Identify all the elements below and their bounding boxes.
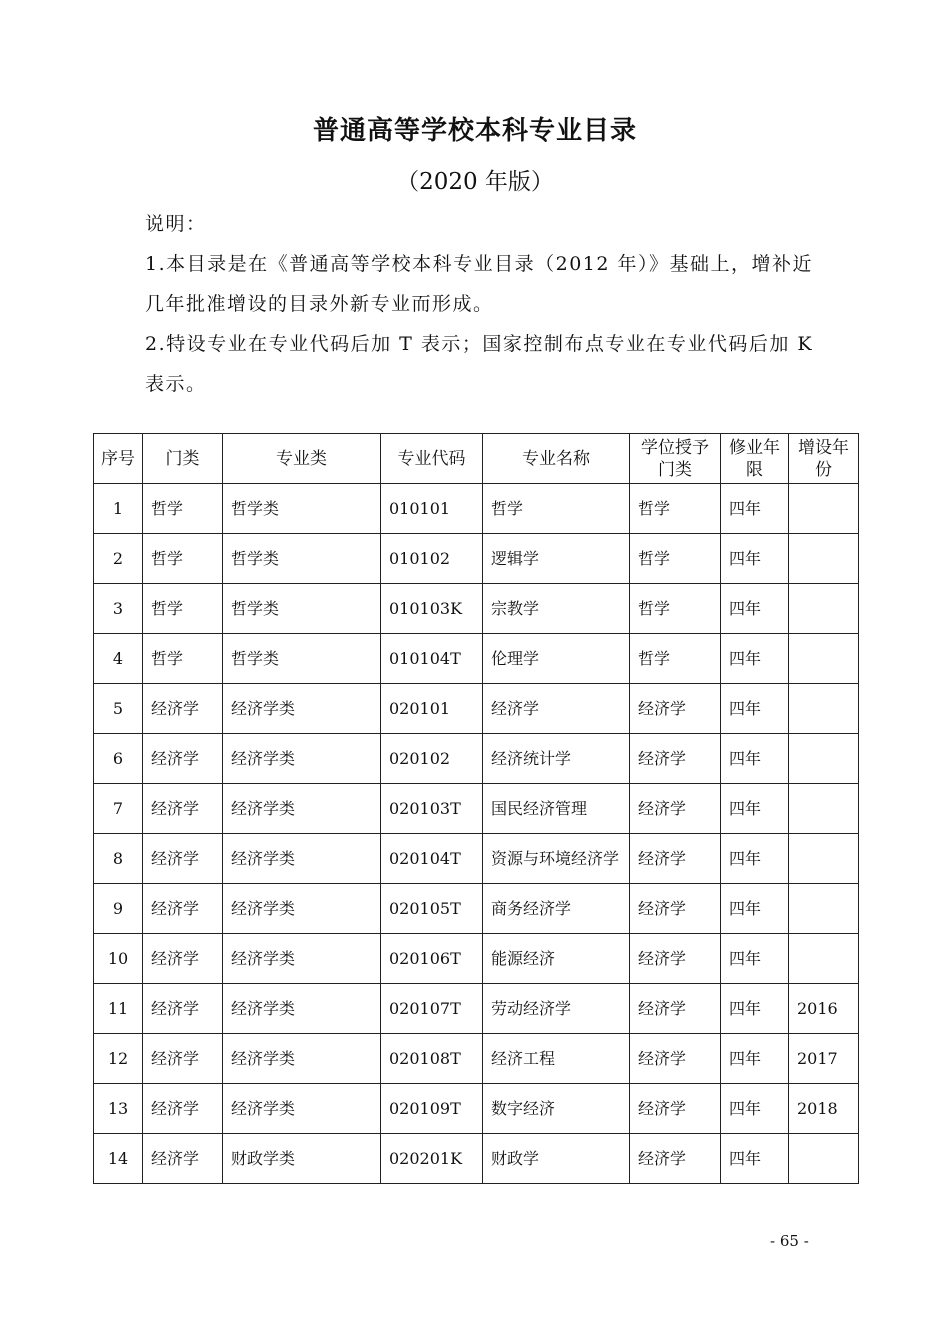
cell-index: 12: [94, 1034, 143, 1084]
major-catalog-table: [93, 433, 859, 1184]
cell-year-added: [789, 834, 859, 884]
cell-major-class: 经济学类: [223, 884, 381, 934]
cell-degree: 经济学: [630, 984, 721, 1034]
cell-major-name: 商务经济学: [483, 884, 630, 934]
table-row: [94, 934, 859, 984]
table-row: [94, 884, 859, 934]
cell-index: 14: [94, 1134, 143, 1184]
cell-major-class: 经济学类: [223, 834, 381, 884]
cell-duration: 四年: [721, 1134, 789, 1184]
cell-discipline: 经济学: [143, 884, 223, 934]
cell-index: 7: [94, 784, 143, 834]
cell-discipline: 经济学: [143, 1034, 223, 1084]
cell-major-code: 020108T: [381, 1034, 483, 1084]
cell-major-name: 经济学: [483, 684, 630, 734]
cell-index: 1: [94, 484, 143, 534]
note-item-2: 2.特设专业在专业代码后加 T 表示；国家控制布点专业在专业代码后加 K 表示。: [145, 333, 814, 395]
cell-discipline: 哲学: [143, 634, 223, 684]
cell-duration: 四年: [721, 834, 789, 884]
cell-index: 9: [94, 884, 143, 934]
cell-major-class: 经济学类: [223, 1034, 381, 1084]
cell-discipline: 经济学: [143, 734, 223, 784]
col-header-duration: 修业年限: [721, 434, 789, 484]
cell-major-name: 财政学: [483, 1134, 630, 1184]
cell-major-class: 哲学类: [223, 634, 381, 684]
table-row: [94, 1134, 859, 1184]
cell-major-code: 010101: [381, 484, 483, 534]
cell-discipline: 经济学: [143, 1084, 223, 1134]
cell-index: 13: [94, 1084, 143, 1134]
cell-major-name: 逻辑学: [483, 534, 630, 584]
cell-major-code: 020201K: [381, 1134, 483, 1184]
notes-section: [145, 204, 815, 404]
cell-major-class: 经济学类: [223, 684, 381, 734]
cell-major-code: 010104T: [381, 634, 483, 684]
cell-duration: 四年: [721, 1084, 789, 1134]
cell-major-name: 国民经济管理: [483, 784, 630, 834]
table-body: [94, 484, 859, 1184]
cell-major-code: 010103K: [381, 584, 483, 634]
cell-discipline: 经济学: [143, 1134, 223, 1184]
cell-year-added: [789, 634, 859, 684]
cell-duration: 四年: [721, 684, 789, 734]
cell-degree: 经济学: [630, 784, 721, 834]
cell-major-name: 哲学: [483, 484, 630, 534]
cell-discipline: 经济学: [143, 684, 223, 734]
cell-duration: 四年: [721, 934, 789, 984]
table-row: [94, 1084, 859, 1134]
col-header-major-code: 专业代码: [381, 434, 483, 484]
cell-major-code: 020102: [381, 734, 483, 784]
cell-duration: 四年: [721, 584, 789, 634]
cell-major-name: 能源经济: [483, 934, 630, 984]
col-header-year-added: 增设年份: [789, 434, 859, 484]
cell-index: 11: [94, 984, 143, 1034]
col-header-major-class: 专业类: [223, 434, 381, 484]
cell-index: 8: [94, 834, 143, 884]
cell-degree: 经济学: [630, 1034, 721, 1084]
cell-major-class: 哲学类: [223, 484, 381, 534]
cell-year-added: 2017: [789, 1034, 859, 1084]
cell-major-class: 哲学类: [223, 534, 381, 584]
cell-degree: 经济学: [630, 1134, 721, 1184]
cell-discipline: 哲学: [143, 584, 223, 634]
cell-major-class: 哲学类: [223, 584, 381, 634]
cell-year-added: [789, 884, 859, 934]
table-row: [94, 984, 859, 1034]
cell-discipline: 哲学: [143, 484, 223, 534]
cell-major-code: 020109T: [381, 1084, 483, 1134]
cell-major-name: 经济工程: [483, 1034, 630, 1084]
cell-duration: 四年: [721, 634, 789, 684]
cell-major-code: 020103T: [381, 784, 483, 834]
cell-major-class: 经济学类: [223, 1084, 381, 1134]
col-header-major-name: 专业名称: [483, 434, 630, 484]
cell-year-added: [789, 784, 859, 834]
cell-degree: 哲学: [630, 584, 721, 634]
cell-duration: 四年: [721, 884, 789, 934]
cell-duration: 四年: [721, 984, 789, 1034]
edition-label: （2020 年版）: [396, 169, 554, 195]
cell-degree: 经济学: [630, 934, 721, 984]
notes-heading: 说明：: [145, 213, 207, 235]
table-header-row: [94, 434, 859, 484]
table-row: [94, 734, 859, 784]
cell-major-code: 020107T: [381, 984, 483, 1034]
cell-degree: 经济学: [630, 684, 721, 734]
cell-index: 4: [94, 634, 143, 684]
cell-major-class: 经济学类: [223, 934, 381, 984]
cell-year-added: 2018: [789, 1084, 859, 1134]
cell-major-class: 经济学类: [223, 784, 381, 834]
table-row: [94, 684, 859, 734]
cell-year-added: 2016: [789, 984, 859, 1034]
cell-degree: 哲学: [630, 534, 721, 584]
cell-index: 5: [94, 684, 143, 734]
cell-major-code: 020104T: [381, 834, 483, 884]
cell-year-added: [789, 1134, 859, 1184]
col-header-discipline: 门类: [143, 434, 223, 484]
cell-discipline: 经济学: [143, 834, 223, 884]
page-number: - 65 -: [770, 1232, 809, 1250]
cell-discipline: 经济学: [143, 984, 223, 1034]
cell-year-added: [789, 934, 859, 984]
cell-degree: 哲学: [630, 634, 721, 684]
cell-duration: 四年: [721, 484, 789, 534]
cell-degree: 哲学: [630, 484, 721, 534]
cell-major-class: 经济学类: [223, 984, 381, 1034]
page-title: 普通高等学校本科专业目录: [312, 116, 637, 146]
cell-major-code: 020105T: [381, 884, 483, 934]
cell-index: 10: [94, 934, 143, 984]
col-header-degree: 学位授予门类: [630, 434, 721, 484]
cell-major-class: 财政学类: [223, 1134, 381, 1184]
cell-year-added: [789, 534, 859, 584]
note-item-1: 1.本目录是在《普通高等学校本科专业目录（2012 年）》基础上，增补近几年批准增设的目录外新专业而形成。: [145, 253, 814, 315]
cell-discipline: 哲学: [143, 534, 223, 584]
table-row: [94, 784, 859, 834]
cell-major-name: 资源与环境经济学: [483, 834, 630, 884]
cell-major-code: 020101: [381, 684, 483, 734]
cell-degree: 经济学: [630, 834, 721, 884]
cell-degree: 经济学: [630, 734, 721, 784]
cell-major-code: 020106T: [381, 934, 483, 984]
cell-major-name: 伦理学: [483, 634, 630, 684]
cell-discipline: 经济学: [143, 934, 223, 984]
cell-major-name: 劳动经济学: [483, 984, 630, 1034]
cell-duration: 四年: [721, 784, 789, 834]
cell-year-added: [789, 484, 859, 534]
table-row: [94, 484, 859, 534]
cell-year-added: [789, 734, 859, 784]
table-row: [94, 634, 859, 684]
cell-index: 2: [94, 534, 143, 584]
col-header-index: 序号: [94, 434, 143, 484]
cell-degree: 经济学: [630, 1084, 721, 1134]
cell-major-name: 数字经济: [483, 1084, 630, 1134]
cell-discipline: 经济学: [143, 784, 223, 834]
cell-major-class: 经济学类: [223, 734, 381, 784]
cell-major-code: 010102: [381, 534, 483, 584]
cell-major-name: 经济统计学: [483, 734, 630, 784]
cell-duration: 四年: [721, 734, 789, 784]
cell-degree: 经济学: [630, 884, 721, 934]
cell-year-added: [789, 584, 859, 634]
cell-index: 3: [94, 584, 143, 634]
cell-year-added: [789, 684, 859, 734]
cell-major-name: 宗教学: [483, 584, 630, 634]
cell-duration: 四年: [721, 1034, 789, 1084]
table-row: [94, 1034, 859, 1084]
table-row: [94, 534, 859, 584]
table-row: [94, 834, 859, 884]
table-row: [94, 584, 859, 634]
cell-index: 6: [94, 734, 143, 784]
cell-duration: 四年: [721, 534, 789, 584]
